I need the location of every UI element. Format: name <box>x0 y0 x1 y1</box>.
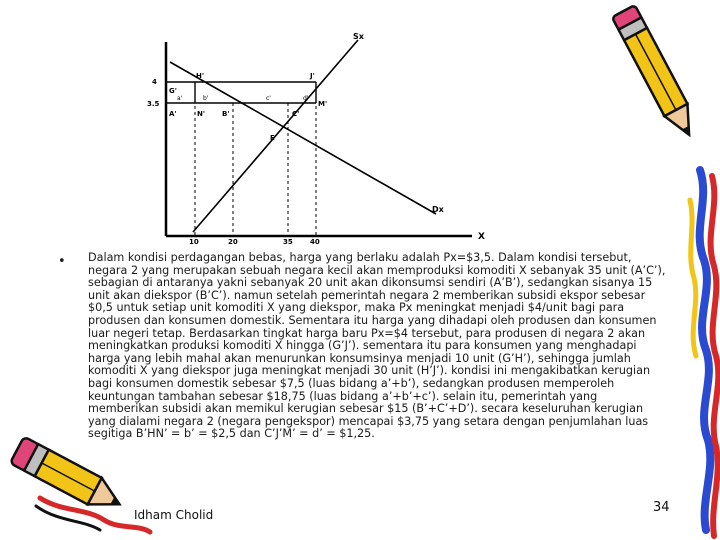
point-j-prime: J' <box>310 72 315 80</box>
quantity-tick-10: 10 <box>189 238 199 246</box>
area-a: a' <box>177 95 183 102</box>
pencil-bottom-left <box>10 437 127 518</box>
quantity-tick-40: 40 <box>310 238 320 246</box>
point-m-prime: M' <box>318 100 328 108</box>
band-yellow <box>690 200 696 356</box>
point-e: E <box>270 134 275 142</box>
price-tick-4: 4 <box>152 78 157 86</box>
pencil-top-right <box>612 5 701 141</box>
price-tick-3-5: 3.5 <box>147 100 160 108</box>
demand-curve <box>170 62 436 214</box>
explanation-paragraph: Dalam kondisi perdagangan bebas, harga yang berlaku adalah Px=$3,5. Dalam kondisi tersebut, negara 2 yang merupakan sebuah negara kecil akan memproduksi komoditi X sebanyak 35 unit (A’C’), sebagian di antaranya yakni sebanyak 20 unit akan dikonsumsi sendiri (A’B’), sedangkan sisanya 15 unit akan diekspor (B’C’). namun setelah pemerintah negara 2 memberikan subsidi ekspor sebesar $0,5 untuk setiap unit komoditi X yang diekspor, maka Px meningkat menjadi $4/unit bagi para produsen dan konsumen domestik. Sementara itu harga yang dihadapi oleh produsen dan konsumen luar negeri tetap. Berdasarkan tingkat harga baru Px=$4 tersebut, para produsen di negara 2 akan meningkatkan produksi komoditi X hingga (G’J’). sementara itu para konsumen yang menghadapi harga yang lebih mahal akan menurunkan konsumsinya menjadi 10 unit (G’H’), sehingga jumlah komoditi X yang diekspor juga meningkat menjadi 30 unit (H’J’). kondisi ini mengakibatkan kerugian bagi konsumen domestik sebesar $7,5 (luas bidang a’+b’), sedangkan produsen memperoleh keuntungan tambahan sebesar $18,75 (luas bidang a’+b’+c’). selain itu, pemerintah yang memberikan subsidi akan memikul kerugian sebesar $15 (B’+C’+D’). secara keseluruhan kerugian yang dialami negara 2 (negara pengekspor) mencapai $3,75 yang setara dengan penjumlahan luas segitiga B’HN’ = b’ = $2,5 dan C’J’M’ = d’ = $1,25. <box>88 251 666 441</box>
demand-label: Dx <box>432 205 444 214</box>
quantity-tick-35: 35 <box>283 238 293 246</box>
supply-curve <box>193 40 358 232</box>
point-a-prime: A' <box>169 110 177 118</box>
quantity-tick-20: 20 <box>228 238 238 246</box>
supply-label: Sx <box>353 32 364 41</box>
point-n-prime: N' <box>197 110 206 118</box>
author-name: Idham Cholid <box>134 508 214 522</box>
x-axis-label: X <box>478 232 485 242</box>
export-subsidy-diagram <box>147 32 485 246</box>
area-c: c' <box>266 95 271 102</box>
point-h-prime: H' <box>196 72 205 80</box>
band-blue <box>700 170 711 530</box>
area-b: b' <box>203 95 209 102</box>
area-d: d' <box>303 95 309 102</box>
point-c-prime: C' <box>292 110 300 118</box>
point-g-prime: G' <box>169 87 177 95</box>
bullet-marker: • <box>58 254 66 269</box>
decorative-right-bands <box>690 170 718 536</box>
point-b-prime: B' <box>222 110 230 118</box>
page-number: 34 <box>653 500 670 515</box>
